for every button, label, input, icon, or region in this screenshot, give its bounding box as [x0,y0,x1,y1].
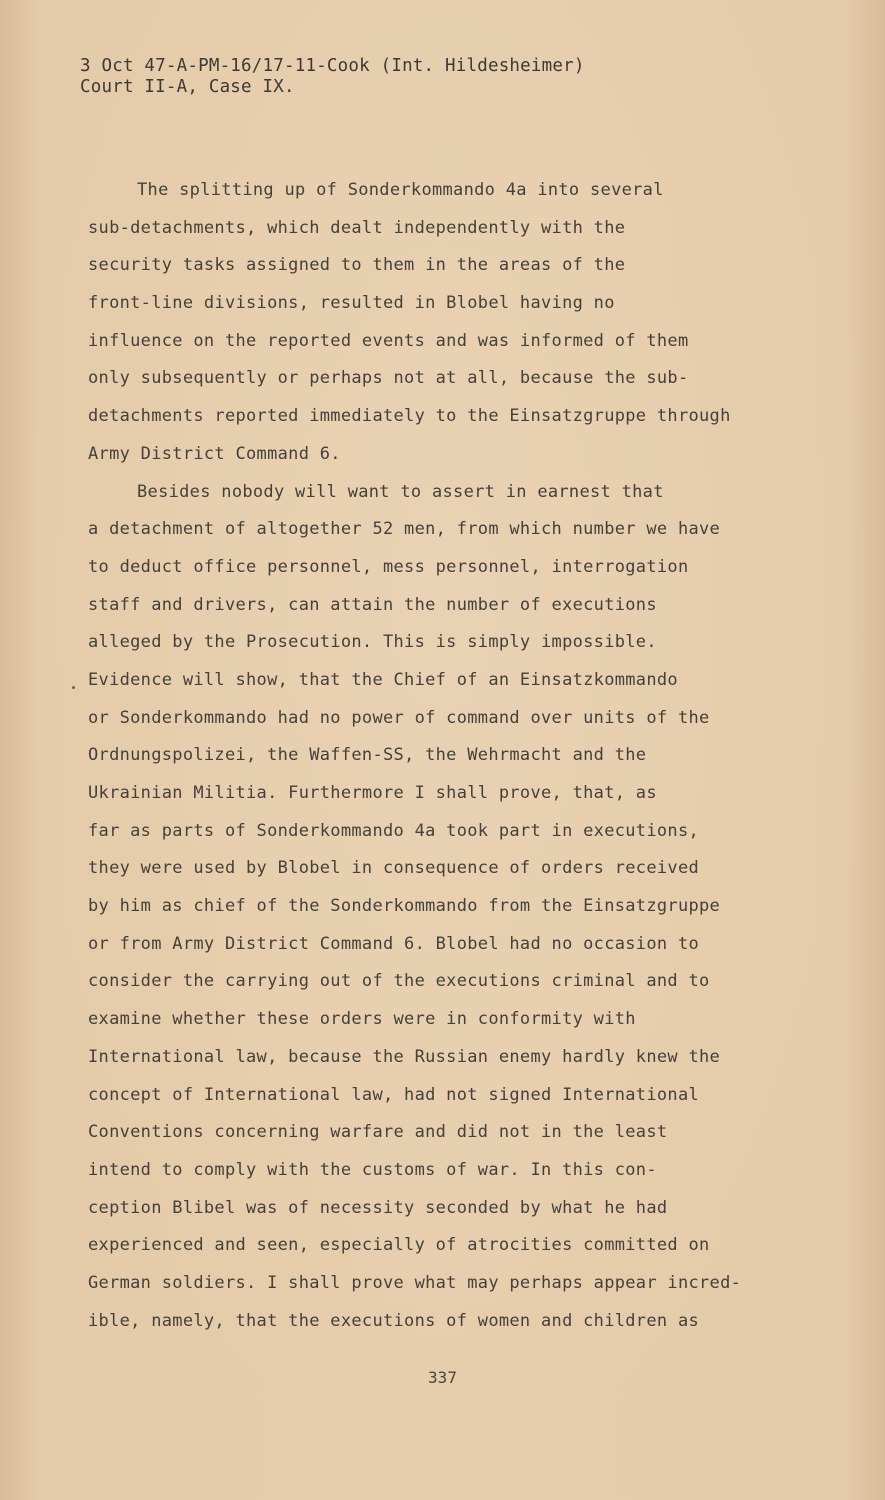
text-line: security tasks assigned to them in the areas of the [88,255,626,276]
text-line: Conventions concerning warfare and did not in the least [88,1122,668,1143]
text-line: to deduct office personnel, mess personnel, interrogation [88,556,689,577]
text-line: Evidence will show, that the Chief of an Einsatzkommando [88,669,678,690]
page-number: 337 [428,1368,457,1387]
text-line: examine whether these orders were in conformity with [88,1009,636,1030]
text-line: detachments reported immediately to the Einsatzgruppe through [88,406,731,427]
header-court-line: Court II-A, Case IX. [80,77,295,97]
text-line: consider the carrying out of the executions criminal and to [88,971,710,992]
text-line: concept of International law, had not signed International [88,1084,700,1105]
text-line: Army District Command 6. [88,443,341,464]
document-body [88,172,828,1340]
text-line: experienced and seen, especially of atrocities committed on [88,1235,710,1256]
text-line: staff and drivers, can attain the number of executions [88,594,657,615]
text-line: front-line divisions, resulted in Blobel having no [88,293,615,314]
document-header [80,56,585,98]
text-line: alleged by the Prosecution. This is simply impossible. [88,632,657,653]
header-reference-line: 3 Oct 47-A-PM-16/17-11-Cook (Int. Hildesheimer) [80,56,585,76]
text-line: ible, namely, that the executions of women and children as [88,1310,700,1331]
text-line: Ukrainian Militia. Furthermore I shall prove, that, as [88,783,657,803]
text-line: they were used by Blobel in consequence of orders received [88,858,700,879]
text-line: or Sonderkommando had no power of command over units of the [88,707,710,728]
text-line: or from Army District Command 6. Blobel had no occasion to [88,933,700,954]
text-line: a detachment of altogether 52 men, from which number we have [88,519,721,540]
text-line: German soldiers. I shall prove what may perhaps appear incred- [88,1272,742,1293]
text-line: International law, because the Russian enemy hardly knew the [88,1046,721,1067]
text-line: Besides nobody will want to assert in earnest that [137,481,664,502]
text-line: by him as chief of the Sonderkommando from the Einsatzgruppe [88,896,721,917]
text-line: sub-detachments, which dealt independently with the [88,217,626,238]
text-line: influence on the reported events and was informed of them [88,330,689,351]
text-line: Ordnungspolizei, the Waffen-SS, the Wehrmacht and the [88,745,647,766]
text-line: The splitting up of Sonderkommando 4a into several [137,180,664,200]
text-line: far as parts of Sonderkommando 4a took part in executions, [88,820,700,841]
text-line: ception Blibel was of necessity seconded by what he had [88,1197,668,1218]
text-line: intend to comply with the customs of war. In this con- [88,1159,657,1180]
text-line: only subsequently or perhaps not at all, because the sub- [88,368,689,389]
margin-dot-mark [72,686,75,689]
